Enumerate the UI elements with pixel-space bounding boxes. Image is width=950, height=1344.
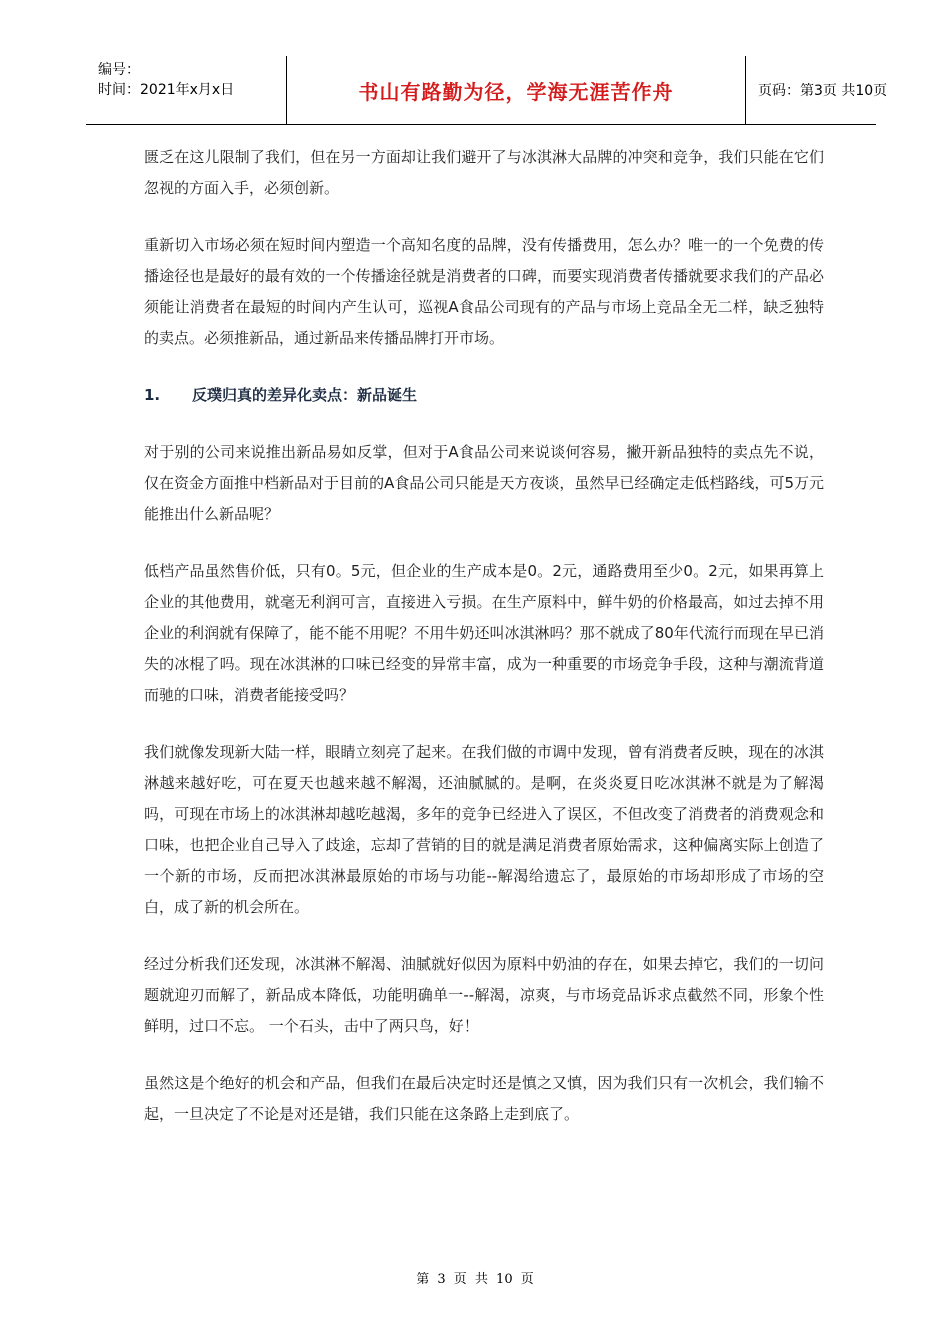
header-motto: 书山有路勤为径，学海无涯苦作舟	[286, 56, 746, 124]
paragraph: 低档产品虽然售价低，只有0。5元，但企业的生产成本是0。2元，通路费用至少0。2元，如果再算上企业的其他费用，就毫无利润可言，直接进入亏损。在生产原料中，鲜牛奶的价格最高，如过去掉不用企业的利润就有保障了，能不能不用呢？不用牛奶还叫冰淇淋吗？那不就成了80年代流行而现在早已消失的冰棍了吗。现在冰淇淋的口味已经变的异常丰富，成为一种重要的市场竞争手段，这种与潮流背道而驰的口味，消费者能接受吗？	[144, 562, 824, 704]
section-title: 反璞归真的差异化卖点：新品诞生	[192, 386, 418, 404]
page-footer: 第 3 页 共 10 页	[416, 1272, 534, 1287]
page-header	[86, 56, 888, 125]
document-body	[144, 142, 824, 1156]
document-date: 时间：2021年x月x日	[98, 82, 235, 98]
paragraph: 经过分析我们还发现，冰淇淋不解渴、油腻就好似因为原料中奶油的存在，如果去掉它，我们的一切问题就迎刃而解了，新品成本降低，功能明确单一--解渴，凉爽，与市场竞品诉求点截然不同，形象个性鲜明，过口不忘。 一个石头，击中了两只鸟，好！	[144, 955, 824, 1035]
section-heading	[144, 380, 824, 411]
paragraph: 虽然这是个绝好的机会和产品，但我们在最后决定时还是慎之又慎，因为我们只有一次机会，我们输不起，一旦决定了不论是对还是错，我们只能在这条路上走到底了。	[144, 1074, 824, 1123]
paragraph: 对于别的公司来说推出新品易如反掌，但对于A食品公司来说谈何容易，撇开新品独特的卖点先不说，仅在资金方面推中档新品对于目前的A食品公司只能是天方夜谈，虽然早已经确定走低档路线，可5万元能推出什么新品呢？	[144, 443, 824, 523]
header-page-info: 页码：第3页 共10页	[758, 83, 888, 99]
header-meta	[98, 60, 294, 100]
section-number: 1.	[144, 386, 161, 404]
document-number-label: 编号：	[98, 62, 140, 78]
paragraph: 我们就像发现新大陆一样，眼睛立刻亮了起来。在我们做的市调中发现，曾有消费者反映，现在的冰淇淋越来越好吃，可在夏天也越来越不解渴，还油腻腻的。是啊，在炎炎夏日吃冰淇淋不就是为了解渴吗，可现在市场上的冰淇淋却越吃越渴，多年的竞争已经进入了误区，不但改变了消费者的消费观念和口味，也把企业自己导入了歧途，忘却了营销的目的就是满足消费者原始需求，这种偏离实际上创造了一个新的市场，反而把冰淇淋最原始的市场与功能--解渴给遗忘了，最原始的市场却形成了市场的空白，成了新的机会所在。	[144, 743, 824, 916]
paragraph: 匮乏在这儿限制了我们，但在另一方面却让我们避开了与冰淇淋大品牌的冲突和竞争，我们只能在它们忽视的方面入手，必须创新。	[144, 148, 824, 197]
paragraph: 重新切入市场必须在短时间内塑造一个高知名度的品牌，没有传播费用，怎么办？唯一的一个免费的传播途径也是最好的最有效的一个传播途径就是消费者的口碑，而要实现消费者传播就要求我们的产品必须能让消费者在最短的时间内产生认可，巡视A食品公司现有的产品与市场上竞品全无二样，缺乏独特的卖点。必须推新品，通过新品来传播品牌打开市场。	[144, 236, 824, 347]
